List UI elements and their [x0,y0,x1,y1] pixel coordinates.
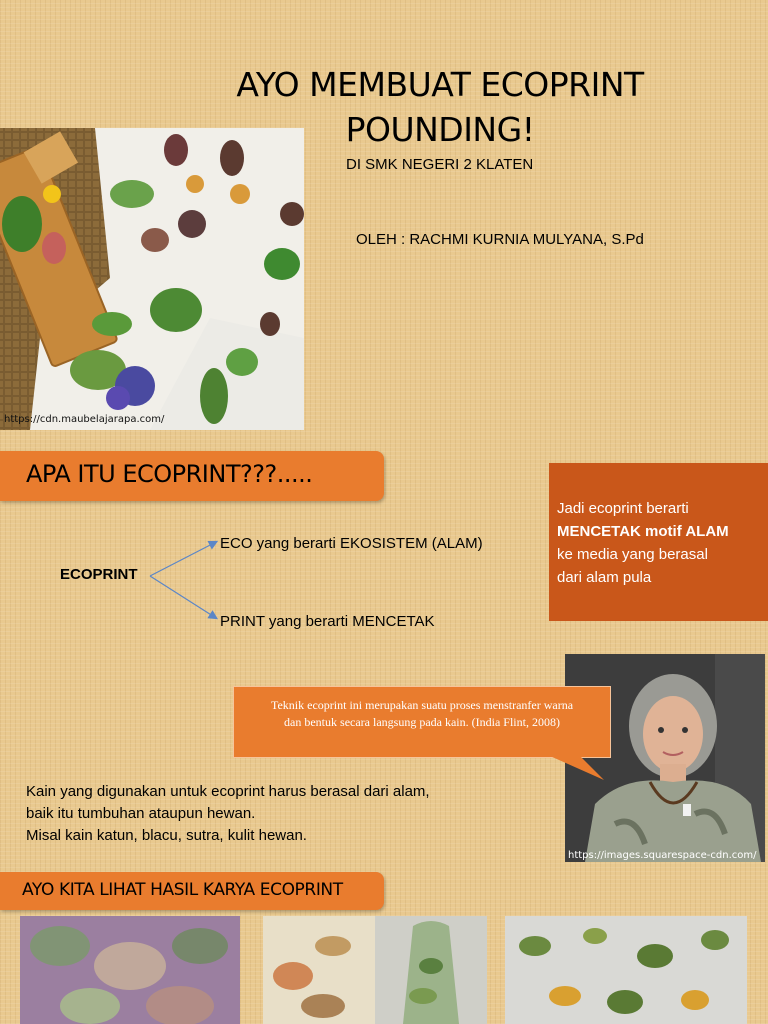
definition-line-3: ke media yang berasal [557,546,708,563]
fabric-illustration-3 [505,916,747,1024]
ecoprint-result-photo-2 [263,916,487,1024]
section-banner-label: AYO KITA LIHAT HASIL KARYA ECOPRINT [22,880,343,900]
definition-line-2: MENCETAK motif ALAM [557,523,729,540]
fabric-illustration-2 [263,916,487,1024]
definition-line-4: dari alam pula [557,569,652,586]
quote-callout [233,686,611,758]
author-credit: OLEH : RACHMI KURNIA MULYANA, S.Pd [356,231,644,248]
fabric-line-2: baik itu tumbuhan ataupun hewan. [26,805,256,822]
subtitle: DI SMK NEGERI 2 KLATEN [346,156,534,173]
fabric-line-1: Kain yang digunakan untuk ecoprint harus berasal dari alam, [26,783,430,800]
photo-caption-main[interactable]: https://cdn.maubelajarapa.com/ [4,414,165,425]
ecoprint-term: ECOPRINT [60,566,138,583]
title-line-1: AYO MEMBUAT ECOPRINT [236,65,644,104]
definition-box [549,463,768,621]
section-banner-results [0,872,384,910]
arrow-to-eco [150,542,216,576]
section-banner-what-is-ecoprint [0,451,384,501]
quote-text [240,697,604,731]
arrow-to-print [150,576,216,618]
print-definition: PRINT yang berarti MENCETAK [220,613,435,630]
ecoprint-illustration [0,128,304,430]
ecoprint-photo [0,128,304,430]
quote-line-2: dan bentuk secara langsung pada kain. (India Flint, 2008) [284,715,560,729]
ecoprint-result-photo-1 [20,916,240,1024]
section-banner-label: APA ITU ECOPRINT???..... [26,460,313,488]
quote-line-1: Teknik ecoprint ini merupakan suatu proses menstranfer warna [270,698,574,712]
eco-definition: ECO yang berarti EKOSISTEM (ALAM) [220,535,483,552]
photo-caption-portrait[interactable]: https://images.squarespace-cdn.com/ [568,850,757,861]
fabric-description [26,781,430,847]
definition-line-1: Jadi ecoprint berarti [557,500,689,517]
ecoprint-result-photo-3 [505,916,747,1024]
title-line-2: POUNDING! [345,110,535,149]
branch-arrows [148,536,222,626]
callout-pointer [540,756,610,786]
fabric-illustration-1 [20,916,240,1024]
fabric-line-3: Misal kain katun, blacu, sutra, kulit hewan. [26,827,307,844]
